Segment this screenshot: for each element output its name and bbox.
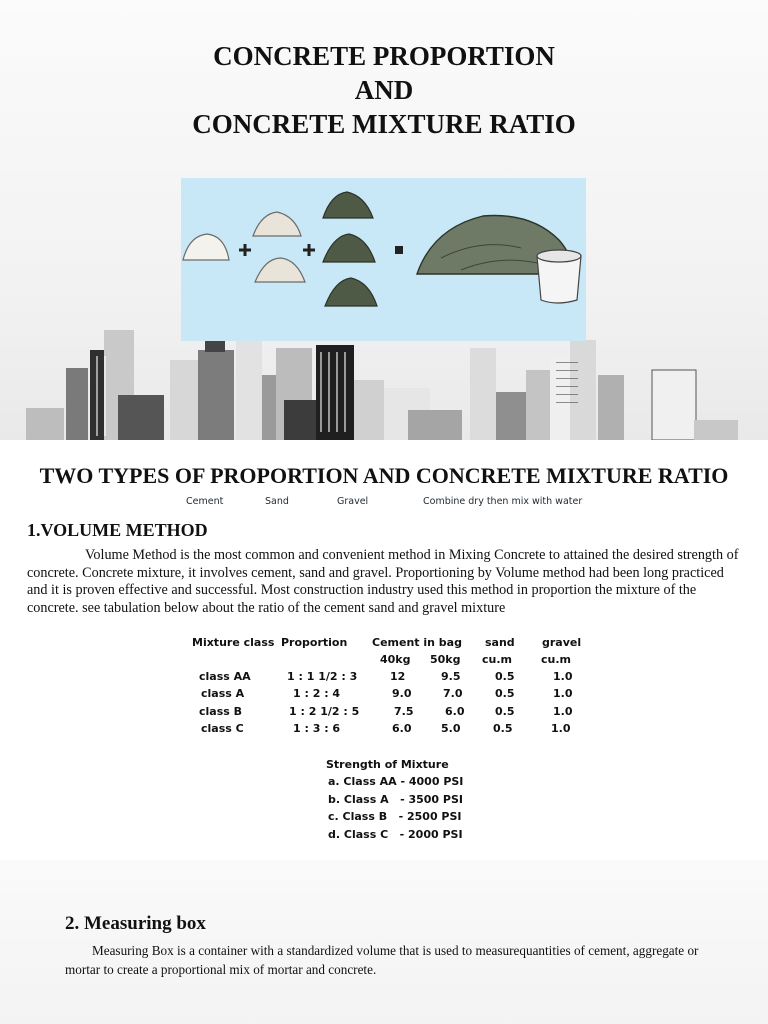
table-cell-class: class B <box>199 705 243 718</box>
subheader-40kg: 40kg <box>380 653 411 666</box>
caption-sand: Sand <box>265 496 289 507</box>
table-cell-40kg: 9.0 <box>392 687 412 700</box>
caption-cement: Cement <box>186 496 224 507</box>
title-line-1: CONCRETE PROPORTION <box>213 41 555 71</box>
strength-item: d. Class C - 2000 PSI <box>328 828 463 841</box>
table-cell-proportion: 1 : 1 1/2 : 3 <box>287 670 358 683</box>
table-cell-sand: 0.5 <box>495 670 515 683</box>
table-cell-40kg: 7.5 <box>394 705 414 718</box>
header-sand: sand <box>485 636 515 649</box>
table-cell-sand: 0.5 <box>493 722 513 735</box>
table-cell-sand: 0.5 <box>495 705 515 718</box>
title-line-2: AND <box>354 75 414 105</box>
table-cell-50kg: 5.0 <box>441 722 461 735</box>
table-cell-proportion: 1 : 3 : 6 <box>293 722 341 735</box>
table-cell-proportion: 1 : 2 1/2 : 5 <box>289 705 360 718</box>
measuring-box-paragraph <box>65 942 725 979</box>
mix-diagram-image <box>181 178 586 341</box>
table-cell-50kg: 9.5 <box>441 670 461 683</box>
table-cell-class: class C <box>201 722 244 735</box>
table-cell-gravel: 1.0 <box>553 687 573 700</box>
table-cell-gravel: 1.0 <box>553 670 573 683</box>
table-cell-50kg: 7.0 <box>443 687 463 700</box>
table-cell-class: class AA <box>199 670 251 683</box>
strength-item: a. Class AA - 4000 PSI <box>328 775 464 788</box>
subheader-gravel-unit: cu.m <box>541 653 571 666</box>
caption-combine: Combine dry then mix with water <box>423 496 583 507</box>
volume-method-text: Volume Method is the most common and convenient method in Mixing Concrete to attained the desired strength of concrete. Concrete mixture, it involves cement, sand and gravel. Proportioning by Volume method had been long practiced and it is proven effective and successful. Most construction industry used this method in proportion the mixture of the concrete. see tabulation below about the ratio of the cement sand and gravel mixture <box>27 547 739 616</box>
title-line-3: CONCRETE MIXTURE RATIO <box>192 109 576 139</box>
table-cell-50kg: 6.0 <box>445 705 465 718</box>
volume-method-paragraph <box>27 547 743 617</box>
table-cell-40kg: 12 <box>390 670 406 683</box>
page-title <box>0 39 768 141</box>
header-mixture-class: Mixture class <box>192 636 275 649</box>
subheader-sand-unit: cu.m <box>482 653 512 666</box>
table-cell-class: class A <box>201 687 245 700</box>
strength-item: c. Class B - 2500 PSI <box>328 810 462 823</box>
table-cell-40kg: 6.0 <box>392 722 412 735</box>
table-cell-gravel: 1.0 <box>551 722 571 735</box>
measuring-box-text: Measuring Box is a container with a standardized volume that is used to measurequantities of cement, aggregate or mortar to create a proportional mix of mortar and concrete. <box>65 943 699 977</box>
mixture-table <box>0 636 768 746</box>
subheader-50kg: 50kg <box>430 653 461 666</box>
header-cement-in-bag: Cement in bag <box>372 636 462 649</box>
strength-item: b. Class A - 3500 PSI <box>328 793 463 806</box>
table-cell-proportion: 1 : 2 : 4 <box>293 687 341 700</box>
section-heading: TWO TYPES OF PROPORTION AND CONCRETE MIXTURE RATIO <box>39 463 729 488</box>
strength-title: Strength of Mixture <box>326 758 449 771</box>
header-gravel: gravel <box>542 636 582 649</box>
table-cell-sand: 0.5 <box>495 687 515 700</box>
volume-method-heading: 1.VOLUME METHOD <box>27 520 208 540</box>
table-cell-gravel: 1.0 <box>553 705 573 718</box>
measuring-box-heading: 2. Measuring box <box>65 913 206 934</box>
header-proportion: Proportion <box>281 636 348 649</box>
caption-gravel: Gravel <box>337 496 369 507</box>
